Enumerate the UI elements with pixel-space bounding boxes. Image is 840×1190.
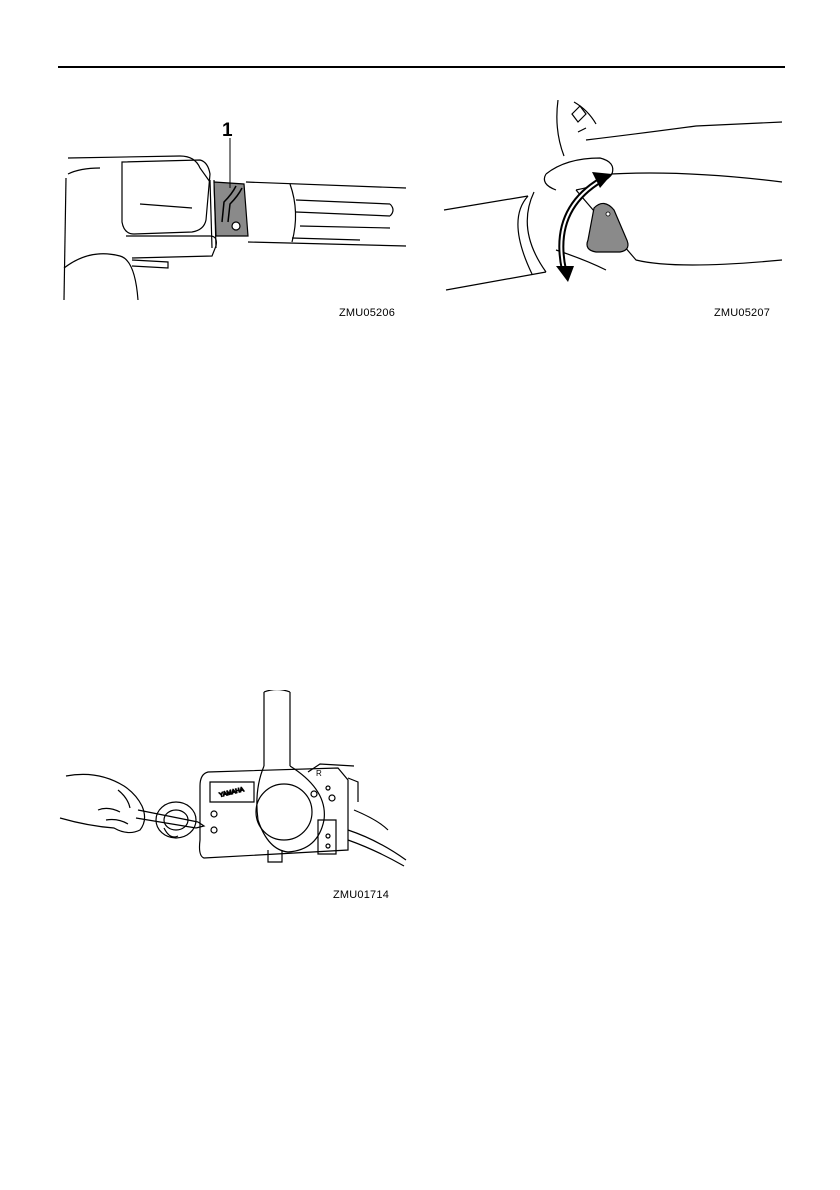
callout-label-1: 1: [222, 120, 233, 141]
figure-friction-adjuster: [436, 100, 786, 300]
figure-code-2: ZMU05207: [714, 307, 771, 319]
remote-control-illustration: [58, 690, 408, 890]
friction-adjuster-illustration: [436, 100, 786, 300]
figure-code-3: ZMU01714: [333, 889, 390, 901]
panel-r-mark: R: [316, 769, 322, 778]
figure-throttle-grip: [60, 118, 410, 306]
header-rule: [58, 66, 785, 68]
figure-remote-control: [58, 690, 408, 890]
panel-brand-text: YAMAHA: [218, 787, 245, 799]
throttle-grip-illustration: [60, 118, 410, 306]
figure-code-1: ZMU05206: [339, 307, 396, 319]
